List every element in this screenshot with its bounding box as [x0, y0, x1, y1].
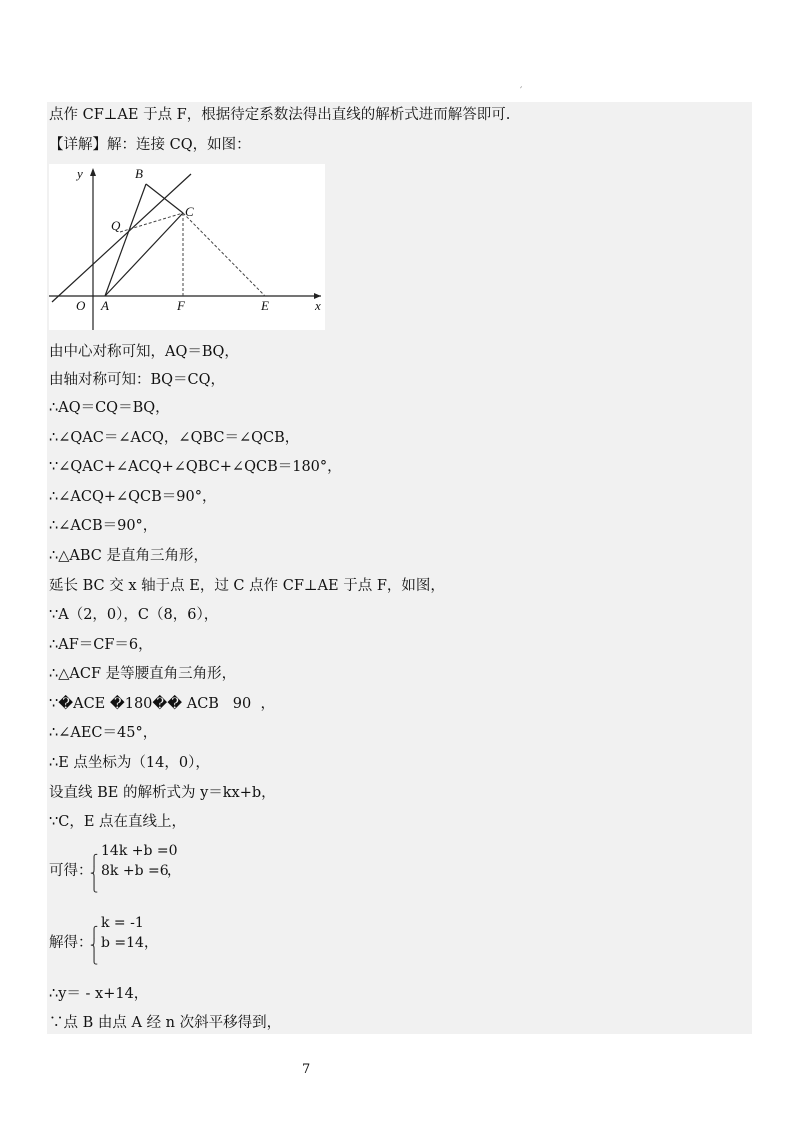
system1-eq2: 8k +b =6 [101, 863, 169, 879]
text-line-7: ∵∠QAC+∠ACQ+∠QBC+∠QCB＝180°， [49, 459, 342, 475]
segment-AB [105, 184, 146, 296]
geometry-figure [49, 164, 325, 330]
text-line-16: ∴∠AEC＝45°， [49, 725, 158, 741]
text-line-18: 设直线 BE 的解析式为 y＝kx+b， [49, 785, 276, 801]
text-line-5: ∴AQ＝CQ＝BQ， [49, 400, 170, 416]
segment-BC [146, 184, 183, 213]
system1-tail: ， [167, 863, 181, 879]
text-line-17: ∴E 点坐标为（14，0）， [49, 755, 210, 771]
text-line-3: 由中心对称可知，AQ＝BQ， [49, 344, 239, 360]
system1-eq1: 14k +b =0 [101, 843, 178, 859]
label-y: y [77, 166, 83, 181]
brace-left-1: ⎧ ⎨ ⎩ [90, 854, 99, 893]
system2-eq2: b =14 [101, 935, 144, 951]
page-number: 7 [302, 1062, 311, 1077]
label-E: E [261, 298, 269, 313]
text-line-15: ∵�ACE �180�� ACB 90 ， [49, 696, 275, 712]
system2-tail: ， [144, 935, 158, 951]
text-line-8: ∴∠ACQ+∠QCB＝90°， [49, 489, 217, 505]
text-line-6: ∴∠QAC＝∠ACQ，∠QBC＝∠QCB， [49, 430, 300, 446]
label-B: B [135, 166, 143, 181]
text-line-12: ∵A（2，0），C（8，6）， [49, 607, 219, 623]
brace-left-2: ⎧ ⎨ ⎩ [90, 926, 99, 965]
text-line-19: ∵C，E 点在直线上， [49, 814, 187, 830]
text-line-21: 解得： [49, 935, 93, 951]
label-x: x [315, 298, 321, 313]
text-line-9: ∴∠ACB＝90°， [49, 518, 158, 534]
label-A: A [101, 298, 109, 313]
label-F: F [177, 298, 185, 313]
text-line-22: ∴y＝ - x+14， [49, 986, 149, 1002]
text-line-13: ∴AF＝CF＝6， [49, 637, 153, 653]
label-C: C [185, 204, 194, 219]
text-line-14: ∴△ACF 是等腰直角三角形， [49, 666, 237, 682]
segment-CE-dashed [183, 213, 265, 296]
text-line-11: 延长 BC 交 x 轴于点 E，过 C 点作 CF⊥AE 于点 F，如图， [49, 578, 445, 594]
solution-content [47, 102, 752, 1034]
corner-mark: ′ [520, 86, 523, 97]
text-line-2: 【详解】解：连接 CQ，如图： [49, 137, 251, 153]
system2-eq1: k = -1 [101, 915, 144, 931]
text-line-1: 点作 CF⊥AE 于点 F，根据待定系数法得出直线的解析式进而解答即可. [49, 107, 511, 123]
label-Q: Q [111, 218, 121, 233]
text-line-10: ∴△ABC 是直角三角形， [49, 548, 208, 564]
text-line-23: ∵点 B 由点 A 经 n 次斜平移得到， [49, 1015, 282, 1031]
diagonal-line [52, 174, 191, 302]
text-line-20: 可得： [49, 863, 93, 879]
label-O: O [76, 298, 86, 313]
text-line-4: 由轴对称可知：BQ＝CQ， [49, 372, 226, 388]
y-axis-arrow [90, 168, 96, 176]
